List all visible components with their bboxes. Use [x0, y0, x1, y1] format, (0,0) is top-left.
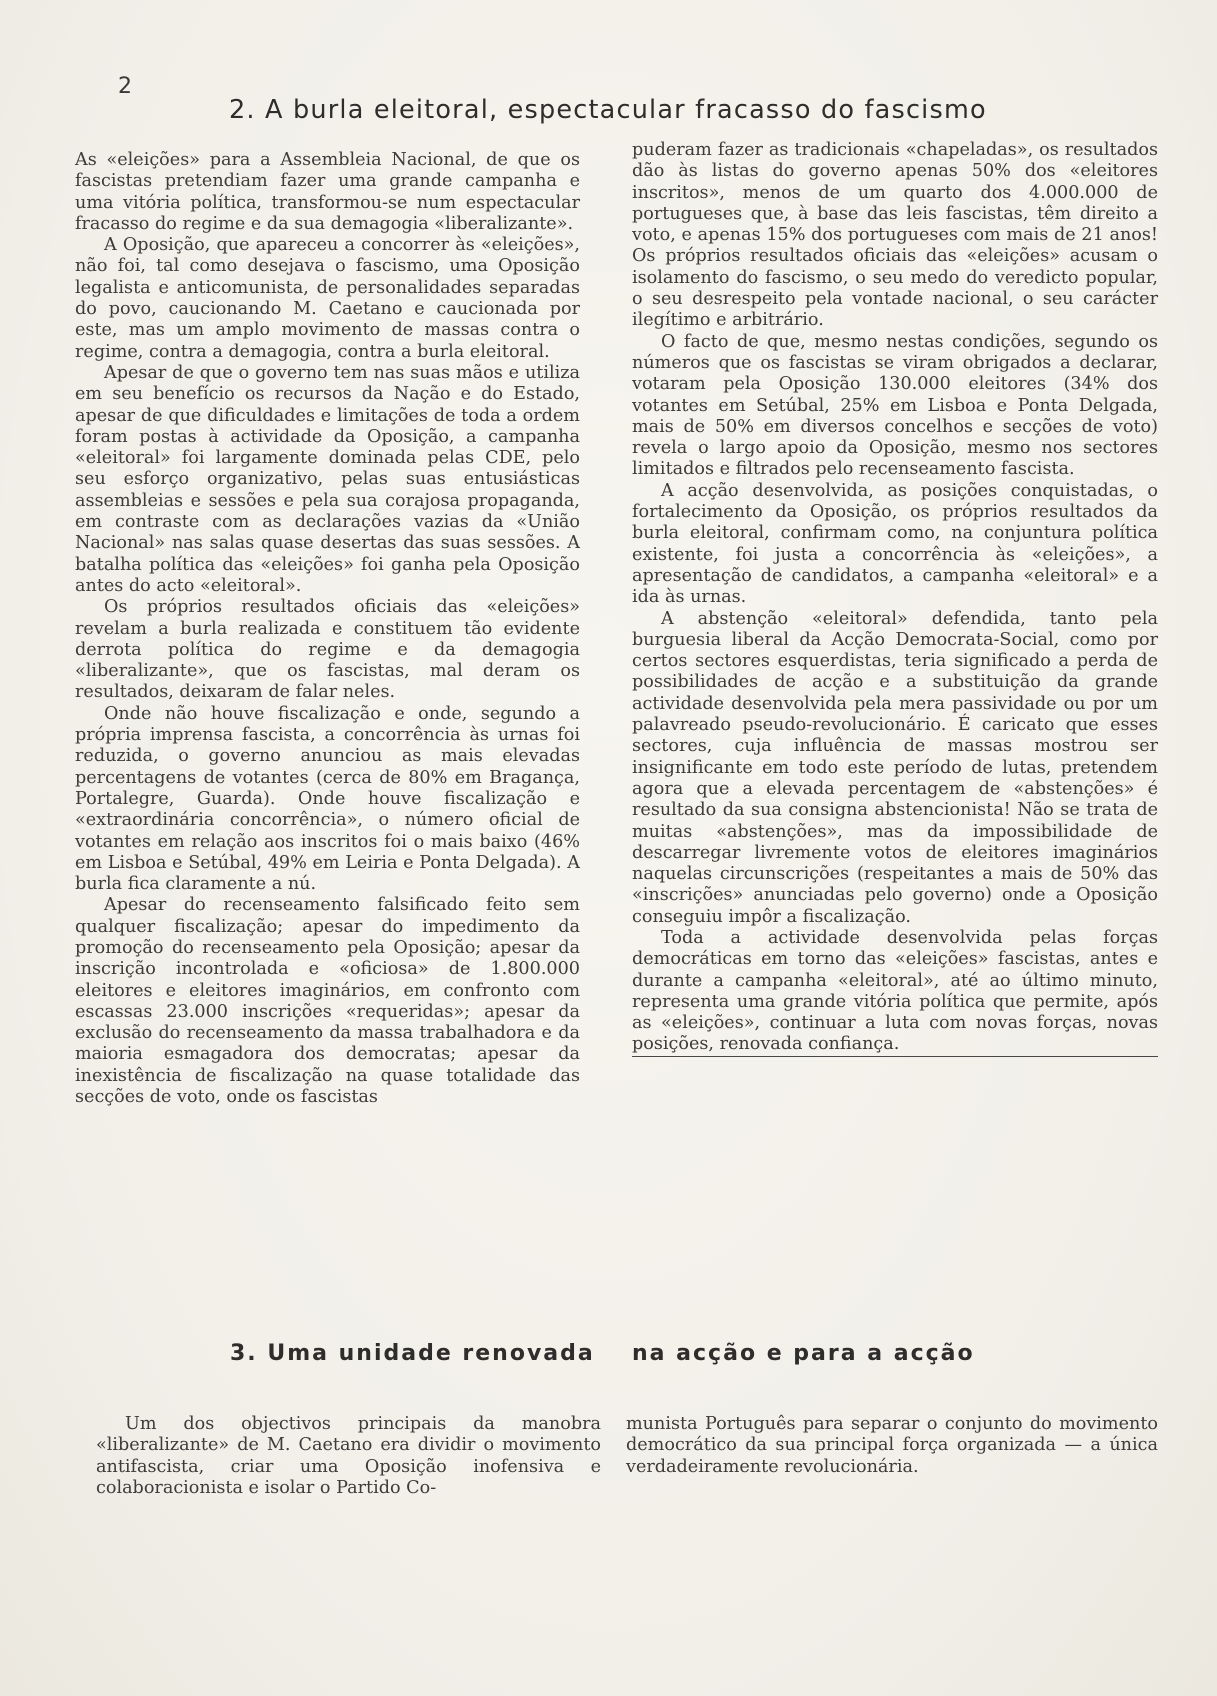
left-column-bottom [96, 1414, 601, 1499]
paragraph: Apesar de que o governo tem nas suas mãos e utiliza em seu benefício os recursos da Nação e do Estado, apesar de que dificuldades e limitações de toda a ordem foram postas à actividade da Oposição, a campanha «eleitoral» foi largamente dominada pelas CDE, pelo seu esforço organizativo, pelas suas entusiásticas assembleias e sessões e pela sua corajosa propaganda, em contraste com as declarações vazias da «União Nacional» nas salas quase desertas das suas sessões. A batalha política das «eleições» foi ganha pela Oposição antes do acto «eleitoral». [75, 362, 580, 596]
paragraph: A abstenção «eleitoral» defendida, tanto pela burguesia liberal da Acção Democrata-Social, como por certos sectores esquerdistas, teria significado a perda de possibilidades de acção e a substituição da grande actividade desenvolvida pela mera passividade ou por um palavreado pseudo-revolucionário. É caricato que esses sectores, cuja influência de massas mostrou ser insignificante em todo este período de lutas, pretendem agora que a elevada percentagem de «abstenções» é resultado da sua consigna abstencionista! Não se trata de muitas «abstenções», mas da impossibilidade de descarregar livremente votos de eleitores imaginários naquelas circunscrições (respeitantes a mais de 50% das «inscrições» anunciadas pelo governo) onde a Oposição conseguiu impôr a fiscalização. [632, 608, 1158, 927]
paragraph: As «eleições» para a Assembleia Nacional, de que os fascistas pretendiam fazer uma grande campanha e uma vitória política, transformou-se num espectacular fracasso do regime e da sua demagogia «liberalizante». [75, 150, 580, 234]
paragraph: Os próprios resultados oficiais das «eleições» revelam a burla realizada e constituem tão evidente derrota política do regime e da demagogia «liberalizante», que os fascistas, mal deram os resultados, deixaram de falar neles. [75, 597, 580, 703]
section-heading: 2. A burla eleitoral, espectacular fracasso do fascismo [229, 95, 987, 125]
section-heading-left: 3. Uma unidade renovada [230, 1341, 595, 1366]
section-heading-right: na acção e para a acção [632, 1341, 975, 1366]
paragraph: munista Português para separar o conjunto do movimento democrático da sua principal força organizada — a única verdadeiramente revolucionária. [626, 1414, 1158, 1477]
paragraph: A Oposição, que apareceu a concorrer às «eleições», não foi, tal como desejava o fascismo, uma Oposição legalista e anticomunista, de personalidades separadas do povo, caucionando M. Caetano e caucionada por este, mas um amplo movimento de massas contra o regime, contra a demagogia, contra a burla eleitoral. [75, 235, 580, 362]
paragraph: Apesar do recenseamento falsificado feito sem qualquer fiscalização; apesar do impedimento da promoção do recenseamento pela Oposição; apesar da inscrição incontrolada e «oficiosa» de 1.800.000 eleitores e eleitores imaginários, em confronto com escassas 23.000 inscrições «requeridas»; apesar da exclusão do recenseamento da massa trabalhadora e da maioria esmagadora dos democratas; apesar da inexistência de fiscalização na quase totalidade das secções de voto, onde os fascistas [75, 895, 580, 1108]
paragraph: Onde não houve fiscalização e onde, segundo a própria imprensa fascista, a concorrência às urnas foi reduzida, o governo anunciou as mais elevadas percentagens de votantes (cerca de 80% em Bragança, Portalegre, Guarda). Onde houve fiscalização e «extraordinária concorrência», o número oficial de votantes em relação aos inscritos foi o mais baixo (46% em Lisboa e Setúbal, 49% em Leiria e Ponta Delgada). A burla fica claramente a nú. [75, 703, 580, 895]
paragraph: A acção desenvolvida, as posições conquistadas, o fortalecimento da Oposição, os próprios resultados da burla eleitoral, confirmam como, na conjuntura política existente, foi justa a concorrência às «eleições», a apresentação de candidatos, a campanha «eleitoral» e a ida às urnas. [632, 480, 1158, 608]
page-number: 2 [118, 74, 132, 99]
paragraph: Um dos objectivos principais da manobra «liberalizante» de M. Caetano era dividir o movimento antifascista, criar uma Oposição inofensiva e colaboracionista e isolar o Partido Co- [96, 1414, 601, 1498]
right-column [632, 140, 1158, 1057]
paragraph: puderam fazer as tradicionais «chapeladas», os resultados dão às listas do governo apenas 50% dos «eleitores inscritos», menos de um quarto dos 4.000.000 de portugueses que, à base das leis fascistas, têm direito a voto, e apenas 15% dos portugueses com mais de 21 anos! Os próprios resultados oficiais das «eleições» acusam o isolamento do fascismo, o seu medo do veredicto popular, o seu desrespeito pela vontade nacional, o seu carácter ilegítimo e arbitrário. [632, 140, 1158, 331]
left-column [75, 150, 580, 1108]
paragraph-underlined: Toda a actividade desenvolvida pelas forças democráticas em torno das «eleições» fascistas, antes e durante a campanha «eleitoral», até ao último minuto, representa uma grande vitória política que permite, após as «eleições», continuar a luta com novas forças, novas posições, renovada confiança. [632, 928, 1158, 1057]
paragraph: O facto de que, mesmo nestas condições, segundo os números que os fascistas se viram obrigados a declarar, votaram pela Oposição 130.000 eleitores (34% dos votantes em Setúbal, 25% em Lisboa e Ponta Delgada, mais de 50% em diversos concelhos e secções de voto) revela o largo apoio da Oposição, mesmo nos sectores limitados e filtrados pelo recenseamento fascista. [632, 331, 1158, 480]
right-column-bottom [626, 1414, 1158, 1478]
